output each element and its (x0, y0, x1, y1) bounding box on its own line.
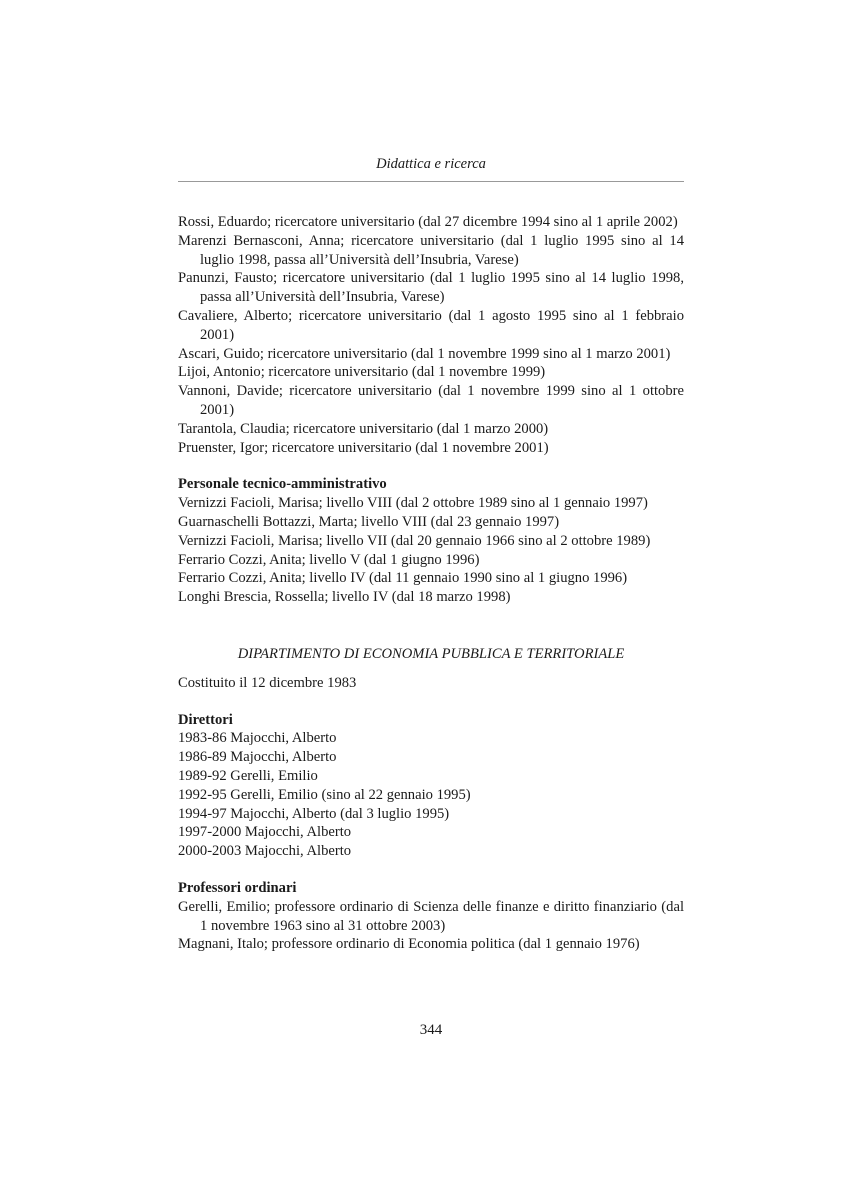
section-heading-professori: Professori ordinari (178, 879, 297, 896)
list-item: Gerelli, Emilio; professore ordinario di Scienza delle finanze e diritto finanziario (dal 1 novembre 1963 sino al 31 ottobre 2003) (178, 898, 684, 934)
header-rule (178, 181, 684, 182)
list-item: Rossi, Eduardo; ricercatore universitario (dal 27 dicembre 1994 sino al 1 aprile 2002) (178, 214, 678, 230)
page-number: 344 (419, 1022, 443, 1038)
list-item: Vernizzi Facioli, Marisa; livello VII (dal 20 gennaio 1966 sino al 2 ottobre 1989) (178, 532, 651, 549)
list-item: 1986-89 Majocchi, Alberto (178, 749, 337, 766)
list-item: Magnani, Italo; professore ordinario di Economia politica (dal 1 gennaio 1976) (178, 936, 640, 953)
list-item: 1989-92 Gerelli, Emilio (178, 767, 318, 784)
ricercatori-list (178, 213, 684, 457)
personale-list (178, 494, 684, 607)
list-item: Panunzi, Fausto; ricercatore universitario (dal 1 luglio 1995 sino al 14 luglio 1998, passa all’Università dell’Insubria, Varese) (178, 270, 684, 306)
list-item: 1994-97 Majocchi, Alberto (dal 3 luglio 1995) (178, 805, 450, 822)
direttori-list (178, 729, 684, 861)
list-item: Lijoi, Antonio; ricercatore universitario (dal 1 novembre 1999) (178, 364, 546, 381)
list-item: Marenzi Bernasconi, Anna; ricercatore universitario (dal 1 luglio 1995 sino al 14 luglio 1998, passa all’Università dell’Insubria, Varese) (178, 232, 684, 268)
list-item: Vernizzi Facioli, Marisa; livello VIII (dal 2 ottobre 1989 sino al 1 gennaio 1997) (178, 495, 648, 512)
list-item: Tarantola, Claudia; ricercatore universitario (dal 1 marzo 2000) (178, 420, 549, 437)
list-item: 1983-86 Majocchi, Alberto (178, 730, 337, 747)
list-item: Pruenster, Igor; ricercatore universitario (dal 1 novembre 2001) (178, 439, 549, 456)
list-item: 1997-2000 Majocchi, Alberto (178, 824, 352, 841)
list-item: Ferrario Cozzi, Anita; livello V (dal 1 giugno 1996) (178, 551, 480, 568)
department-founded: Costituito il 12 dicembre 1983 (178, 674, 357, 691)
list-item: Ferrario Cozzi, Anita; livello IV (dal 11 gennaio 1990 sino al 1 giugno 1996) (178, 570, 628, 587)
section-heading-direttori: Direttori (178, 711, 233, 728)
section-heading-personale: Personale tecnico-amministrativo (178, 476, 387, 493)
department-title: DIPARTIMENTO DI ECONOMIA PUBBLICA E TERRITORIALE (237, 645, 625, 662)
list-item: Vannoni, Davide; ricercatore universitario (dal 1 novembre 1999 sino al 1 ottobre 2001) (178, 383, 684, 418)
list-item: 1992-95 Gerelli, Emilio (sino al 22 gennaio 1995) (178, 786, 471, 803)
body-text (178, 213, 684, 954)
professori-list (178, 898, 684, 954)
list-item: Longhi Brescia, Rossella; livello IV (dal 18 marzo 1998) (178, 589, 511, 606)
list-item: Cavaliere, Alberto; ricercatore universitario (dal 1 agosto 1995 sino al 1 febbraio 2001) (178, 307, 684, 343)
list-item: Guarnaschelli Bottazzi, Marta; livello VIII (dal 23 gennaio 1997) (178, 513, 560, 530)
list-item: Ascari, Guido; ricercatore universitario (dal 1 novembre 1999 sino al 1 marzo 2001) (178, 345, 671, 362)
running-head: Didattica e ricerca (376, 156, 486, 172)
list-item: 2000-2003 Majocchi, Alberto (178, 843, 352, 860)
